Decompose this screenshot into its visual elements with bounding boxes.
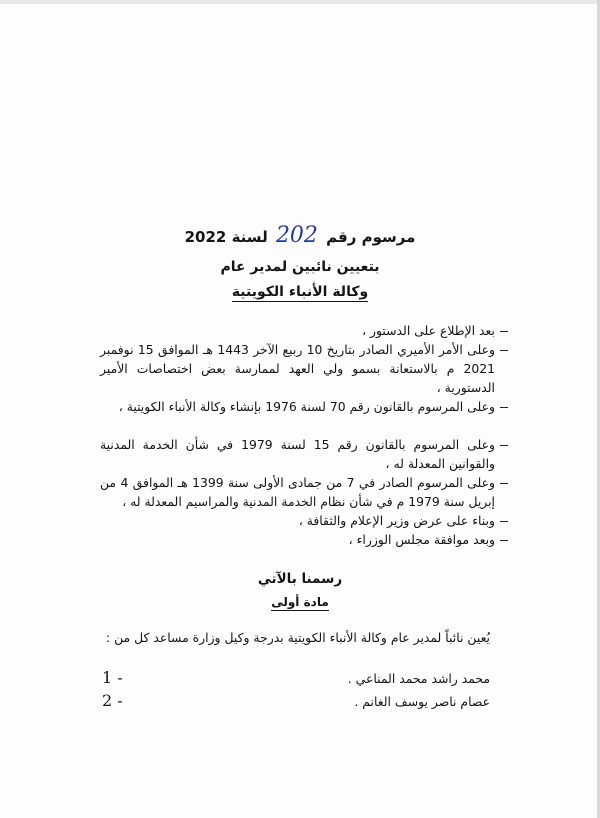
appointee-number: 2 - bbox=[102, 691, 123, 710]
recital-text: وعلى المرسوم بالقانون رقم 15 لسنة 1979 في شأن الخدمة المدنية والقوانين المعدلة له ، bbox=[100, 437, 495, 471]
recital-text: وعلى المرسوم الصادر في 7 من جمادى الأولى سنة 1399 هـ الموافق 4 من إبريل سنة 1979 م في شأن نظام الخدمة المدنية والمراسيم المعدلة له ، bbox=[100, 475, 495, 509]
recital-item bbox=[100, 530, 495, 549]
recital-item bbox=[100, 473, 495, 511]
decree-title bbox=[0, 223, 600, 248]
article-label: مادة أولى bbox=[271, 595, 329, 609]
agency-name-underlined: وكالة الأنباء الكويتية bbox=[231, 284, 369, 300]
bullet-dash bbox=[500, 350, 508, 351]
appointee-name: عصام ناصر يوسف الغانم . bbox=[354, 694, 490, 709]
scan-edge-top bbox=[0, 0, 600, 4]
bullet-dash bbox=[500, 540, 508, 541]
recital-item bbox=[100, 435, 495, 473]
appointee-number: 1 - bbox=[102, 668, 123, 687]
recital-item bbox=[100, 321, 495, 340]
agency-name-heading bbox=[0, 283, 600, 301]
article-body: يُعين نائباً لمدير عام وكالة الأنباء الكويتية بدرجة وكيل وزارة مساعد كل من : bbox=[106, 630, 490, 645]
decree-subtitle: بتعيين نائبين لمدير عام bbox=[220, 259, 380, 275]
appointee-row bbox=[90, 691, 490, 713]
handwritten-decree-number: 202 bbox=[275, 223, 318, 248]
recital-text: وبعد موافقة مجلس الوزراء ، bbox=[348, 532, 495, 547]
recital-item bbox=[100, 397, 495, 416]
bullet-dash bbox=[500, 445, 508, 446]
recital-text: وعلى الأمر الأميري الصادر بتاريخ 10 ربيع الآخر 1443 هـ الموافق 15 نوفمبر 2021 م بالاستعانة بسمو ولي العهد لممارسة بعض اختصاصات الأمير الدستورية ، bbox=[100, 342, 495, 395]
bullet-dash bbox=[500, 483, 508, 484]
recital-item bbox=[100, 340, 495, 397]
bullet-dash bbox=[500, 521, 508, 522]
title-year: لسنة 2022 bbox=[184, 228, 268, 246]
appointee-name: محمد راشد محمد المناعي . bbox=[347, 671, 490, 686]
recital-text: بعد الإطلاع على الدستور ، bbox=[362, 323, 495, 338]
decree-heading: رسمنا بالآتي bbox=[257, 571, 343, 587]
recital-text: وبناء على عرض وزير الإعلام والثقافة ، bbox=[298, 513, 495, 528]
bullet-dash bbox=[500, 331, 508, 332]
decree-heading-block bbox=[0, 570, 600, 611]
recital-text: وعلى المرسوم بالقانون رقم 70 لسنة 1976 بإنشاء وكالة الأنباء الكويتية ، bbox=[118, 399, 495, 414]
recital-item bbox=[100, 511, 495, 530]
title-prefix: مرسوم رقم bbox=[326, 228, 416, 246]
appointee-row bbox=[90, 668, 490, 690]
bullet-dash bbox=[500, 407, 508, 408]
